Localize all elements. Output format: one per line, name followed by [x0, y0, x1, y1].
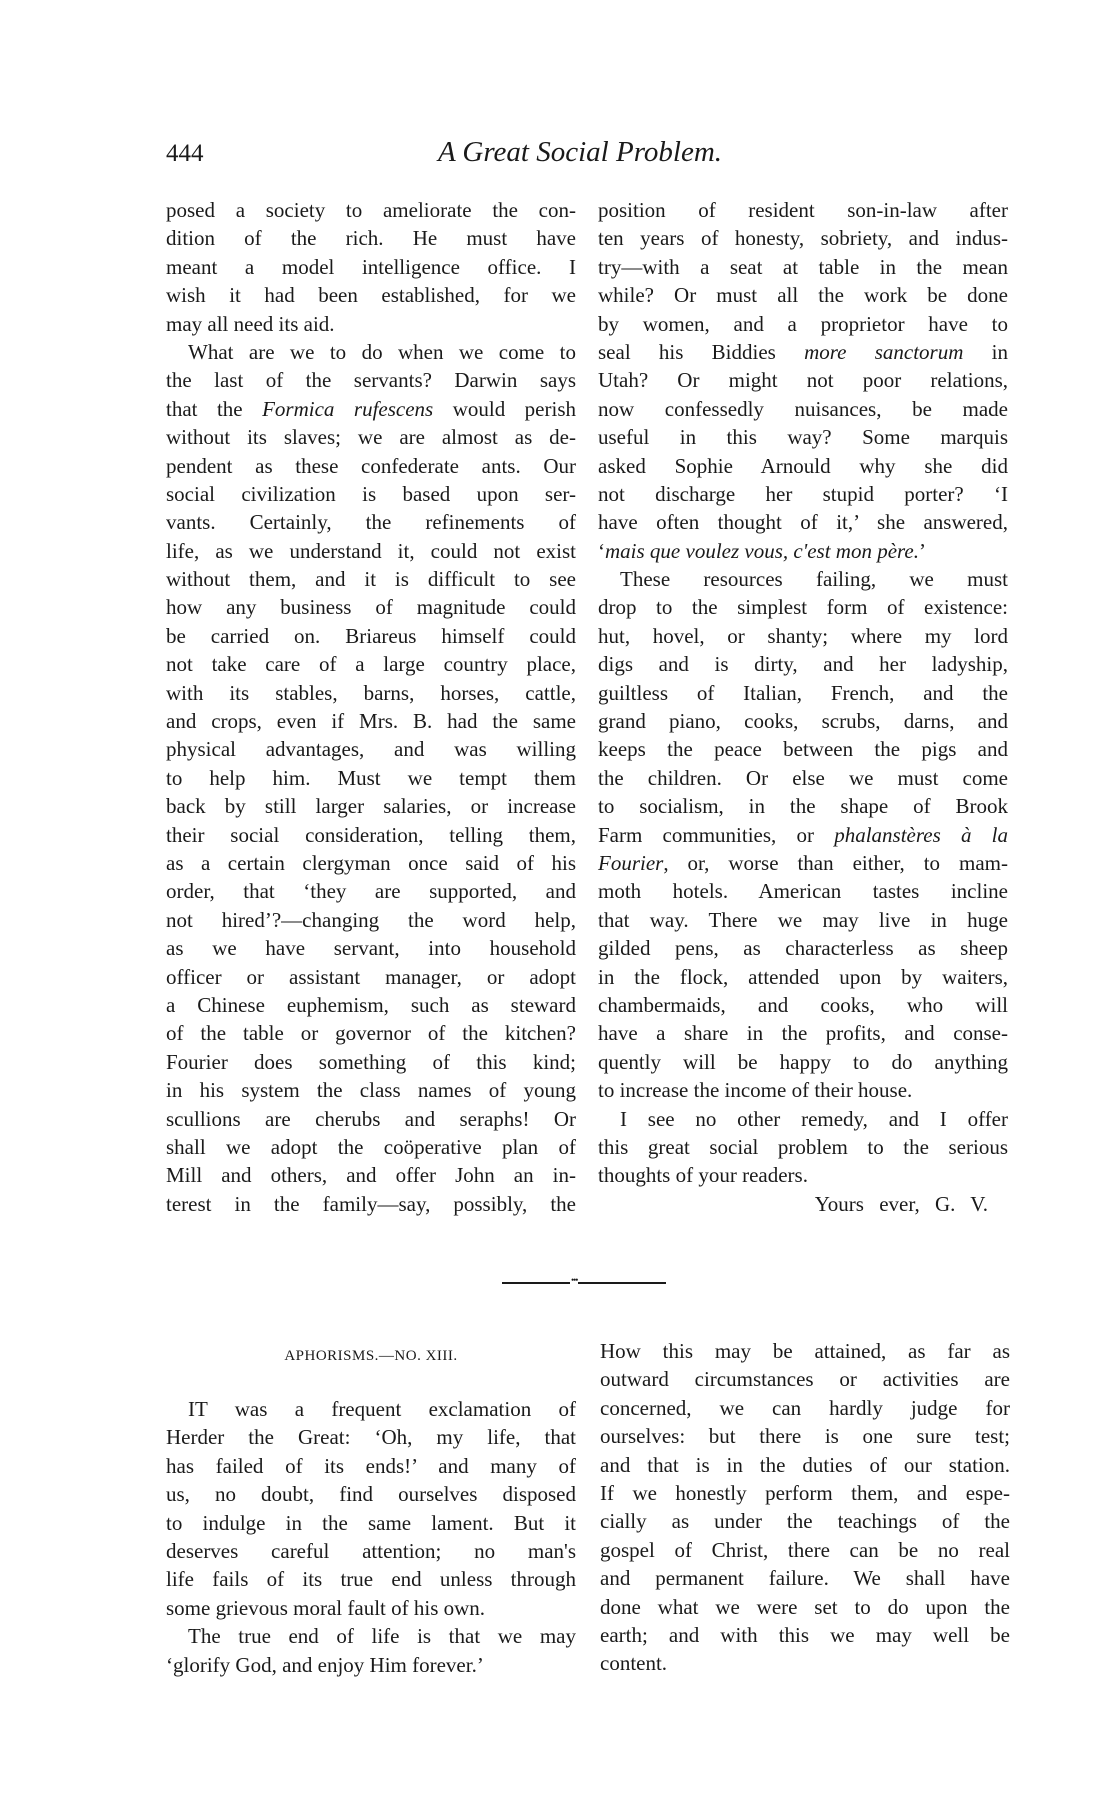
- text-line: What are we to do when we come to: [188, 339, 576, 364]
- text-line: terest in the family—say, possibly, the: [166, 1191, 576, 1216]
- text-segment: seal his Biddies: [598, 339, 805, 364]
- article-left-column: [166, 196, 576, 1218]
- text-line: quently will be happy to do anything: [598, 1049, 1008, 1074]
- text-line: have often thought of it,’ she answered,: [598, 510, 1008, 535]
- section-divider: [502, 1282, 666, 1284]
- text-line: Utah? Or might not poor relations,: [598, 368, 1008, 393]
- text-line: social civilization is based upon ser-: [166, 481, 576, 506]
- text-line: moth hotels. American tastes incline: [598, 879, 1008, 904]
- text-line: wish it had been established, for we: [166, 283, 576, 308]
- text-segment: that the: [166, 396, 263, 421]
- text-line: the last of the servants? Darwin says: [166, 368, 576, 393]
- text-line: ourselves: but there is one sure test;: [600, 1424, 1010, 1449]
- text-line: meant a model intelligence office. I: [166, 254, 576, 279]
- text-line: useful in this way? Some marquis: [598, 425, 1008, 450]
- text-line: chambermaids, and cooks, who will: [598, 992, 1008, 1017]
- divider-ornament: •••: [571, 1275, 578, 1285]
- text-line: not discharge her stupid porter? ‘I: [598, 481, 1008, 506]
- text-segment: ‘: [598, 538, 605, 563]
- text-line: not take care of a large country place,: [166, 652, 576, 677]
- text-line: in the flock, attended upon by waiters,: [598, 964, 1008, 989]
- text-line: keeps the peace between the pigs and: [598, 737, 1008, 762]
- text-line: some grievous moral fault of his own.: [166, 1595, 486, 1620]
- text-line: [598, 537, 1008, 565]
- text-line: scullions are cherubs and seraphs! Or: [166, 1106, 576, 1131]
- aphorisms-right-column: [600, 1337, 1010, 1678]
- text-line: to indulge in the same lament. But it: [166, 1510, 576, 1535]
- text-segment: in: [963, 339, 1008, 364]
- text-line: and permanent failure. We shall have: [600, 1566, 1010, 1591]
- text-line: may all need its aid.: [166, 311, 335, 336]
- italic-text: phalanstères à la: [834, 822, 1008, 847]
- article-right-column: [598, 196, 1008, 1218]
- text-line: their social consideration, telling them,: [166, 822, 576, 847]
- text-line: and crops, even if Mrs. B. had the same: [166, 709, 576, 734]
- text-line: Mill and others, and offer John an in-: [166, 1163, 576, 1188]
- text-line: earth; and with this we may well be: [600, 1622, 1010, 1647]
- text-line: digs and is dirty, and her ladyship,: [598, 652, 1008, 677]
- text-line: gospel of Christ, there can be no real: [600, 1537, 1010, 1562]
- text-line: and that is in the duties of our station.: [600, 1452, 1010, 1477]
- text-line: position of resident son-in-law after: [598, 198, 1008, 222]
- text-line: shall we adopt the coöperative plan of: [166, 1134, 576, 1159]
- text-line: posed a society to ameliorate the con-: [166, 198, 576, 222]
- text-line: drop to the simplest form of existence:: [598, 595, 1008, 620]
- text-line: IT was a frequent exclamation of: [188, 1397, 576, 1421]
- text-line: to help him. Must we tempt them: [166, 765, 576, 790]
- text-line: done what we were set to do upon the: [600, 1594, 1010, 1619]
- page-number: 444: [166, 140, 204, 167]
- aphorisms-left-column: [166, 1395, 576, 1679]
- text-line: not hired’?—changing the word help,: [166, 907, 576, 932]
- text-line: life, as we understand it, could not exist: [166, 538, 576, 563]
- text-line: us, no doubt, find ourselves disposed: [166, 1482, 576, 1507]
- text-line: dition of the rich. He must have: [166, 226, 576, 251]
- text-line: physical advantages, and was willing: [166, 737, 576, 762]
- text-line: without them, and it is difficult to see: [166, 567, 576, 592]
- text-line: concerned, we can hardly judge for: [600, 1395, 1010, 1420]
- text-line: cially as under the teachings of the: [600, 1509, 1010, 1534]
- text-line: guiltless of Italian, French, and the: [598, 680, 1008, 705]
- italic-text: Fourier: [598, 850, 664, 875]
- text-line: a Chinese euphemism, such as steward: [166, 992, 576, 1017]
- running-title: A Great Social Problem.: [437, 136, 723, 168]
- text-line: by women, and a proprietor have to: [598, 311, 1008, 336]
- text-line: Herder the Great: ‘Oh, my life, that: [166, 1425, 576, 1450]
- text-line: of the table or governor of the kitchen?: [166, 1021, 576, 1046]
- text-line: The true end of life is that we may: [188, 1624, 576, 1649]
- text-line: hut, hovel, or shanty; where my lord: [598, 623, 1008, 648]
- text-line: now confessedly nuisances, be made: [598, 396, 1008, 421]
- aphorisms-heading: APHORISMS.—NO. XIII.: [284, 1348, 458, 1364]
- text-line: thoughts of your readers.: [598, 1163, 808, 1188]
- text-line: grand piano, cooks, scrubs, darns, and: [598, 709, 1008, 734]
- text-line: asked Sophie Arnould why she did: [598, 453, 1008, 478]
- text-line: [166, 395, 576, 423]
- text-line: as a certain clergyman once said of his: [166, 850, 576, 875]
- text-line: How this may be attained, as far as: [600, 1339, 1010, 1363]
- text-line: be carried on. Briareus himself could: [166, 623, 576, 648]
- text-line: Fourier does something of this kind;: [166, 1049, 576, 1074]
- text-line: [598, 849, 1008, 877]
- text-line: order, that ‘they are supported, and: [166, 879, 576, 904]
- text-line: without its slaves; we are almost as de-: [166, 425, 576, 450]
- text-line: as we have servant, into household: [166, 936, 576, 961]
- text-line: the children. Or else we must come: [598, 765, 1008, 790]
- text-line: this great social problem to the serious: [598, 1134, 1008, 1159]
- text-line: how any business of magnitude could: [166, 595, 576, 620]
- text-line: content.: [600, 1651, 668, 1676]
- italic-text: mais que voulez vous, c'est mon père.: [605, 538, 919, 563]
- text-line: If we honestly perform them, and espe-: [600, 1480, 1010, 1505]
- text-segment: would perish: [433, 396, 577, 421]
- text-line: I see no other remedy, and I offer: [620, 1106, 1008, 1131]
- text-line: pendent as these confederate ants. Our: [166, 453, 576, 478]
- text-line: in his system the class names of young: [166, 1078, 576, 1103]
- text-line: [598, 338, 1008, 366]
- text-line: while? Or must all the work be done: [598, 283, 1008, 308]
- text-line: officer or assistant manager, or adopt: [166, 964, 576, 989]
- signature: Yours ever, G. V.: [814, 1191, 988, 1216]
- text-segment: Farm communities, or: [598, 822, 835, 847]
- italic-text: more sanctorum: [804, 339, 964, 364]
- text-line: with its stables, barns, horses, cattle,: [166, 680, 576, 705]
- text-line: vants. Certainly, the refinements of: [166, 510, 576, 535]
- text-line: [598, 821, 1008, 849]
- text-line: that way. There we may live in huge: [598, 907, 1008, 932]
- text-line: gilded pens, as characterless as sheep: [598, 936, 1008, 961]
- text-line: deserves careful attention; no man's: [166, 1538, 576, 1563]
- text-line: has failed of its ends!’ and many of: [166, 1453, 576, 1478]
- text-line: These resources failing, we must: [620, 567, 1008, 592]
- text-line: life fails of its true end unless through: [166, 1567, 576, 1592]
- text-segment: , or, worse than either, to mam-: [663, 850, 1008, 875]
- text-line: ten years of honesty, sobriety, and indus-: [598, 226, 1008, 251]
- text-line: ‘glorify God, and enjoy Him forever.’: [166, 1652, 484, 1677]
- italic-text: Formica rufescens: [262, 396, 434, 421]
- text-line: try—with a seat at table in the mean: [598, 254, 1008, 279]
- text-line: to socialism, in the shape of Brook: [598, 794, 1008, 819]
- text-line: back by still larger salaries, or increase: [166, 794, 576, 819]
- text-line: have a share in the profits, and conse-: [598, 1021, 1008, 1046]
- text-line: outward circumstances or activities are: [600, 1367, 1010, 1392]
- text-line: to increase the income of their house.: [598, 1078, 913, 1103]
- text-segment: ’: [918, 538, 926, 563]
